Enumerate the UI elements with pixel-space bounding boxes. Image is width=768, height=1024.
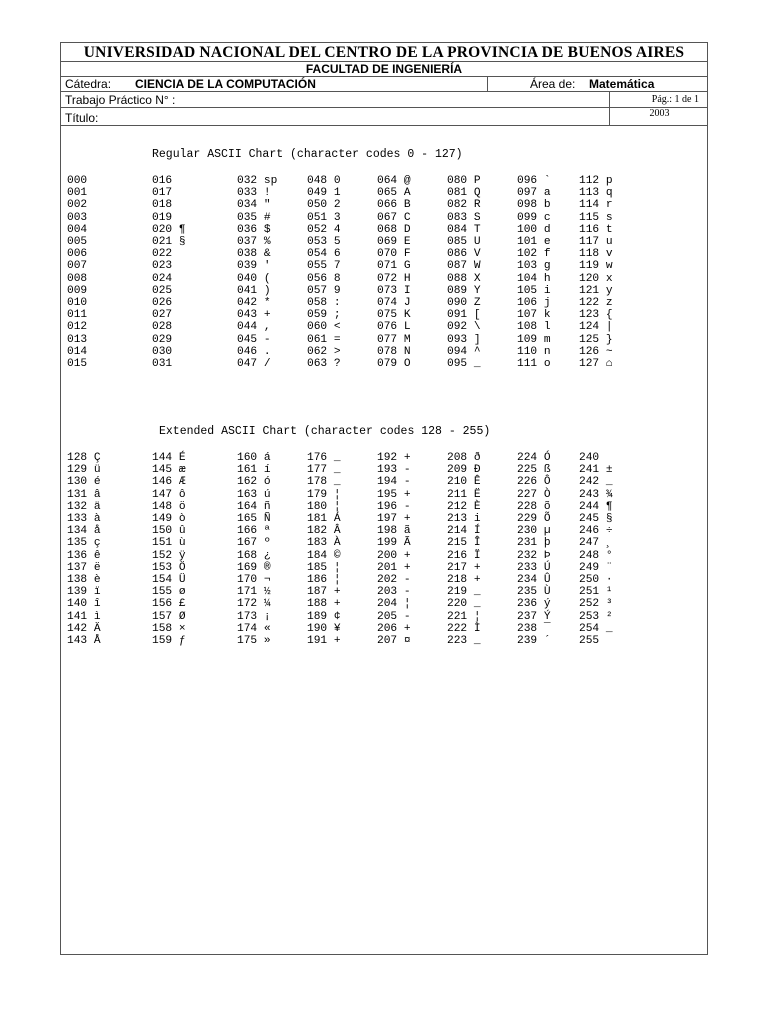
ascii-entry: 183 À	[307, 537, 341, 550]
ascii-entry: 118 v	[579, 248, 613, 261]
ascii-entry: 081 Q	[447, 187, 481, 200]
ascii-entry: 175 »	[237, 635, 271, 647]
ascii-entry: 253 ²	[579, 610, 613, 623]
ascii-entry: 159 ƒ	[152, 635, 186, 647]
ascii-entry: 213 i	[447, 513, 481, 525]
ascii-entry: 177 _	[307, 464, 341, 477]
ascii-entry: 247 ¸	[579, 537, 613, 550]
ascii-entry: 049 1	[307, 187, 341, 200]
ascii-entry: 017	[152, 187, 173, 200]
ascii-entry: 182 Â	[307, 525, 341, 538]
ascii-entry: 088 X	[447, 272, 481, 285]
ascii-entry: 019	[152, 211, 173, 224]
ascii-entry: 184 ©	[307, 549, 341, 562]
ascii-entry: 151 ù	[152, 537, 186, 550]
ascii-entry: 026	[152, 297, 173, 309]
ascii-entry: 111 o	[517, 358, 551, 370]
ascii-entry: 044 ,	[237, 321, 271, 334]
ascii-entry: 140 î	[67, 598, 101, 611]
ascii-entry: 123 {	[579, 309, 613, 322]
catedra-label: Cátedra:	[65, 77, 112, 91]
ascii-entry: 130 é	[67, 476, 101, 489]
ascii-entry: 161 í	[237, 464, 271, 477]
ascii-entry: 223 _	[447, 635, 481, 647]
ascii-entry: 102 f	[517, 248, 551, 261]
ascii-entry: 217 +	[447, 561, 481, 574]
ascii-entry: 131 â	[67, 488, 101, 501]
ascii-entry: 077 M	[377, 333, 411, 346]
ascii-entry: 024	[152, 272, 173, 285]
ascii-entry: 122 z	[579, 297, 613, 309]
ascii-entry: 157 Ø	[152, 610, 186, 623]
ascii-entry: 037 %	[237, 236, 271, 248]
ascii-entry: 249 ¨	[579, 561, 613, 574]
ascii-entry: 211 Ë	[447, 488, 481, 501]
ascii-entry: 169 ®	[237, 561, 271, 574]
ascii-entry: 035 #	[237, 211, 271, 224]
ascii-entry: 192 +	[377, 452, 411, 464]
ascii-entry: 002	[67, 199, 88, 212]
ascii-entry: 155 ø	[152, 586, 186, 599]
ascii-entry: 152 ÿ	[152, 549, 186, 562]
ascii-entry: 039 '	[237, 260, 271, 273]
ascii-entry: 029	[152, 333, 173, 346]
titulo-label: Título:	[65, 111, 99, 125]
ascii-entry: 163 ú	[237, 488, 271, 501]
ascii-entry: 129 ü	[67, 464, 101, 477]
ascii-entry: 025	[152, 284, 173, 297]
ascii-entry: 243 ¾	[579, 488, 613, 501]
ascii-entry: 004	[67, 223, 88, 236]
ascii-entry: 109 m	[517, 333, 551, 346]
ascii-entry: 196 -	[377, 500, 411, 513]
ascii-entry: 248 °	[579, 549, 613, 562]
ascii-entry: 015	[67, 358, 88, 370]
ascii-entry: 215 Î	[447, 537, 481, 550]
ascii-entry: 047 /	[237, 358, 271, 370]
ascii-entry: 204 ¦	[377, 598, 411, 611]
ascii-entry: 225 ß	[517, 464, 551, 477]
ascii-entry: 011	[67, 309, 88, 322]
ascii-entry: 144 É	[152, 452, 186, 464]
ascii-entry: 206 +	[377, 622, 411, 635]
ascii-entry: 141 ì	[67, 610, 101, 623]
ascii-entry: 041 )	[237, 284, 271, 297]
ascii-entry: 053 5	[307, 236, 341, 248]
ascii-entry: 084 T	[447, 223, 481, 236]
ascii-entry: 138 è	[67, 574, 101, 586]
ascii-entry: 236 ý	[517, 598, 551, 611]
ascii-entry: 009	[67, 284, 88, 297]
ascii-entry: 060 <	[307, 321, 341, 334]
ascii-entry: 100 d	[517, 223, 551, 236]
university-name: UNIVERSIDAD NACIONAL DEL CENTRO DE LA PROVINCIA DE BUENOS AIRES	[61, 43, 707, 62]
ascii-entry: 168 ¿	[237, 549, 271, 562]
ascii-entry: 246 ÷	[579, 525, 613, 538]
ascii-entry: 072 H	[377, 272, 411, 285]
area-value: Matemática	[589, 77, 655, 91]
ascii-entry: 239 ´	[517, 635, 551, 647]
ascii-entry: 230 µ	[517, 525, 551, 538]
ascii-entry: 001	[67, 187, 88, 200]
ascii-entry: 038 &	[237, 248, 271, 261]
ascii-entry: 119 w	[579, 260, 613, 273]
ascii-entry: 013	[67, 333, 88, 346]
ascii-entry: 045 -	[237, 333, 271, 346]
ascii-entry: 222 Ì	[447, 622, 481, 635]
ascii-entry: 020 ¶	[152, 223, 186, 236]
ascii-entry: 078 N	[377, 345, 411, 358]
ascii-entry: 227 Ò	[517, 488, 551, 501]
ascii-entry: 106 j	[517, 297, 551, 309]
ascii-entry: 075 K	[377, 309, 411, 322]
ascii-entry: 143 Å	[67, 635, 101, 647]
ascii-entry: 124 |	[579, 321, 613, 334]
ascii-entry: 226 Ô	[517, 476, 551, 489]
ascii-entry: 116 t	[579, 223, 613, 236]
ascii-entry: 208 ð	[447, 452, 481, 464]
ascii-entry: 199 Ã	[377, 537, 411, 550]
ascii-entry: 063 ?	[307, 358, 341, 370]
ascii-entry: 198 ã	[377, 525, 411, 538]
ascii-entry: 040 (	[237, 272, 271, 285]
ascii-entry: 172 ¼	[237, 598, 271, 611]
ascii-entry: 028	[152, 321, 173, 334]
ascii-entry: 185 ¦	[307, 561, 341, 574]
ascii-entry: 103 g	[517, 260, 551, 273]
ascii-entry: 016	[152, 175, 173, 187]
ascii-entry: 054 6	[307, 248, 341, 261]
ascii-entry: 224 Ó	[517, 452, 551, 464]
ascii-entry: 158 ×	[152, 622, 186, 635]
ascii-entry: 033 !	[237, 187, 271, 200]
ascii-entry: 007	[67, 260, 88, 273]
ascii-entry: 095 _	[447, 358, 481, 370]
ascii-entry: 231 þ	[517, 537, 551, 550]
ascii-entry: 010	[67, 297, 88, 309]
ascii-entry: 104 h	[517, 272, 551, 285]
ascii-entry: 154 Ü	[152, 574, 186, 586]
ascii-entry: 093 ]	[447, 333, 481, 346]
ascii-entry: 089 Y	[447, 284, 481, 297]
ascii-entry: 115 s	[579, 211, 613, 224]
ascii-entry: 166 ª	[237, 525, 271, 538]
ascii-entry: 136 ê	[67, 549, 101, 562]
ascii-entry: 105 i	[517, 284, 551, 297]
ascii-entry: 180 ¦	[307, 500, 341, 513]
ascii-entry: 252 ³	[579, 598, 613, 611]
area-label: Área de:	[530, 77, 576, 91]
ascii-entry: 110 n	[517, 345, 551, 358]
ascii-entry: 003	[67, 211, 88, 224]
ascii-entry: 216 Ï	[447, 549, 481, 562]
ascii-entry: 156 £	[152, 598, 186, 611]
ascii-entry: 076 L	[377, 321, 411, 334]
ascii-entry: 087 W	[447, 260, 481, 273]
area-cell	[487, 77, 709, 91]
ascii-entry: 096 `	[517, 175, 551, 187]
trabajo-practico-label: Trabajo Práctico N° :	[65, 93, 176, 107]
ascii-entry: 030	[152, 345, 173, 358]
ascii-entry: 139 ï	[67, 586, 101, 599]
ascii-entry: 079 O	[377, 358, 411, 370]
ascii-entry: 189 ¢	[307, 610, 341, 623]
ascii-entry: 212 È	[447, 500, 481, 513]
ascii-entry: 031	[152, 358, 173, 370]
ascii-entry: 197 +	[377, 513, 411, 525]
ascii-entry: 191 +	[307, 635, 341, 647]
ascii-entry: 117 u	[579, 236, 613, 248]
ascii-entry: 067 C	[377, 211, 411, 224]
ascii-entry: 127 ⌂	[579, 358, 613, 370]
ascii-entry: 133 à	[67, 513, 101, 525]
ascii-entry: 176 _	[307, 452, 341, 464]
ascii-entry: 148 ö	[152, 500, 186, 513]
ascii-entry: 171 ½	[237, 586, 271, 599]
ascii-entry: 229 Õ	[517, 513, 551, 525]
ascii-entry: 220 _	[447, 598, 481, 611]
ascii-entry: 147 ô	[152, 488, 186, 501]
ascii-entry: 085 U	[447, 236, 481, 248]
ascii-entry: 218 +	[447, 574, 481, 586]
ascii-entry: 021 §	[152, 236, 186, 248]
ascii-entry: 205 -	[377, 610, 411, 623]
ascii-entry: 043 +	[237, 309, 271, 322]
ascii-entry: 068 D	[377, 223, 411, 236]
ascii-entry: 255	[579, 635, 600, 647]
ascii-entry: 064 @	[377, 175, 411, 187]
ascii-entry: 032 sp	[237, 175, 278, 187]
ascii-entry: 071 G	[377, 260, 411, 273]
ascii-entry: 083 S	[447, 211, 481, 224]
ascii-entry: 061 =	[307, 333, 341, 346]
ascii-entry: 046 .	[237, 345, 271, 358]
ascii-entry: 055 7	[307, 260, 341, 273]
ascii-entry: 241 ±	[579, 464, 613, 477]
ascii-entry: 174 «	[237, 622, 271, 635]
ascii-entry: 059 ;	[307, 309, 341, 322]
trabajo-practico-row	[61, 92, 707, 108]
ascii-entry: 201 +	[377, 561, 411, 574]
ascii-entry: 027	[152, 309, 173, 322]
ascii-entry: 134 å	[67, 525, 101, 538]
ascii-entry: 202 -	[377, 574, 411, 586]
ascii-entry: 051 3	[307, 211, 341, 224]
ascii-entry: 121 y	[579, 284, 613, 297]
ascii-entry: 165 Ñ	[237, 513, 271, 525]
ascii-entry: 101 e	[517, 236, 551, 248]
ascii-entry: 000	[67, 175, 88, 187]
ascii-entry: 125 }	[579, 333, 613, 346]
ascii-entry: 181 Á	[307, 513, 341, 525]
ascii-entry: 195 +	[377, 488, 411, 501]
ascii-entry: 186 ¦	[307, 574, 341, 586]
extended-chart-title: Extended ASCII Chart (character codes 128 - 255)	[159, 425, 491, 438]
ascii-entry: 187 +	[307, 586, 341, 599]
ascii-entry: 005	[67, 236, 88, 248]
ascii-entry: 092 \	[447, 321, 481, 334]
ascii-entry: 137 ë	[67, 561, 101, 574]
ascii-entry: 244 ¶	[579, 500, 613, 513]
ascii-entry: 057 9	[307, 284, 341, 297]
ascii-entry: 173 ¡	[237, 610, 271, 623]
ascii-entry: 114 r	[579, 199, 613, 212]
ascii-entry: 240	[579, 452, 600, 464]
ascii-entry: 207 ¤	[377, 635, 411, 647]
ascii-entry: 210 Ê	[447, 476, 481, 489]
ascii-entry: 232 Þ	[517, 549, 551, 562]
ascii-entry: 086 V	[447, 248, 481, 261]
ascii-entry: 120 x	[579, 272, 613, 285]
ascii-entry: 194 -	[377, 476, 411, 489]
ascii-entry: 228 õ	[517, 500, 551, 513]
ascii-entry: 178 _	[307, 476, 341, 489]
ascii-entry: 238 ¯	[517, 622, 551, 635]
regular-chart-title: Regular ASCII Chart (character codes 0 - 127)	[152, 148, 463, 161]
ascii-entry: 018	[152, 199, 173, 212]
ascii-entry: 146 Æ	[152, 476, 186, 489]
ascii-entry: 234 Û	[517, 574, 551, 586]
ascii-entry: 066 B	[377, 199, 411, 212]
ascii-entry: 062 >	[307, 345, 341, 358]
ascii-entry: 070 F	[377, 248, 411, 261]
ascii-entry: 254 _	[579, 622, 613, 635]
ascii-entry: 042 *	[237, 297, 271, 309]
ascii-entry: 142 Ä	[67, 622, 101, 635]
catedra-value: CIENCIA DE LA COMPUTACIÓN	[135, 77, 316, 91]
ascii-entry: 190 ¥	[307, 622, 341, 635]
ascii-entry: 209 Ð	[447, 464, 481, 477]
ascii-entry: 069 E	[377, 236, 411, 248]
ascii-entry: 014	[67, 345, 88, 358]
ascii-entry: 098 b	[517, 199, 551, 212]
year: 2003	[609, 108, 709, 125]
ascii-entry: 250 ·	[579, 574, 613, 586]
ascii-entry: 091 [	[447, 309, 481, 322]
ascii-entry: 179 ¦	[307, 488, 341, 501]
ascii-entry: 073 I	[377, 284, 411, 297]
ascii-entry: 145 æ	[152, 464, 186, 477]
ascii-entry: 058 :	[307, 297, 341, 309]
ascii-entry: 050 2	[307, 199, 341, 212]
ascii-entry: 090 Z	[447, 297, 481, 309]
ascii-entry: 065 A	[377, 187, 411, 200]
document-page	[60, 42, 708, 955]
ascii-entry: 193 -	[377, 464, 411, 477]
ascii-entry: 113 q	[579, 187, 613, 200]
ascii-entry: 099 c	[517, 211, 551, 224]
ascii-entry: 107 k	[517, 309, 551, 322]
ascii-entry: 162 ó	[237, 476, 271, 489]
ascii-entry: 074 J	[377, 297, 411, 309]
ascii-entry: 022	[152, 248, 173, 261]
ascii-entry: 006	[67, 248, 88, 261]
ascii-entry: 034 "	[237, 199, 271, 212]
ascii-entry: 052 4	[307, 223, 341, 236]
ascii-entry: 056 8	[307, 272, 341, 285]
titulo-row	[61, 108, 707, 126]
ascii-entry: 233 Ú	[517, 561, 551, 574]
ascii-entry: 219 _	[447, 586, 481, 599]
ascii-entry: 188 +	[307, 598, 341, 611]
ascii-entry: 164 ñ	[237, 500, 271, 513]
ascii-entry: 200 +	[377, 549, 411, 562]
ascii-entry: 203 -	[377, 586, 411, 599]
page-info: Pág.: 1 de 1	[609, 92, 709, 107]
ascii-entry: 251 ¹	[579, 586, 613, 599]
ascii-entry: 221 ¦	[447, 610, 481, 623]
ascii-entry: 153 Ö	[152, 561, 186, 574]
ascii-entry: 160 á	[237, 452, 271, 464]
ascii-entry: 108 l	[517, 321, 551, 334]
ascii-entry: 048 0	[307, 175, 341, 187]
ascii-entry: 132 ä	[67, 500, 101, 513]
ascii-entry: 097 a	[517, 187, 551, 200]
ascii-entry: 023	[152, 260, 173, 273]
ascii-entry: 149 ò	[152, 513, 186, 525]
ascii-entry: 237 Ý	[517, 610, 551, 623]
ascii-entry: 082 R	[447, 199, 481, 212]
ascii-entry: 167 º	[237, 537, 271, 550]
ascii-entry: 245 §	[579, 513, 613, 525]
ascii-entry: 080 P	[447, 175, 481, 187]
ascii-entry: 128 Ç	[67, 452, 101, 464]
faculty-name: FACULTAD DE INGENIERÍA	[61, 62, 707, 77]
ascii-entry: 242 _	[579, 476, 613, 489]
ascii-entry: 094 ^	[447, 345, 481, 358]
ascii-entry: 135 ç	[67, 537, 101, 550]
ascii-entry: 126 ~	[579, 345, 613, 358]
ascii-entry: 112 p	[579, 175, 613, 187]
ascii-entry: 036 $	[237, 223, 271, 236]
ascii-entry: 150 û	[152, 525, 186, 538]
ascii-entry: 012	[67, 321, 88, 334]
ascii-entry: 214 Í	[447, 525, 481, 538]
ascii-entry: 170 ¬	[237, 574, 271, 586]
ascii-entry: 008	[67, 272, 88, 285]
catedra-row	[61, 77, 707, 92]
ascii-entry: 235 Ù	[517, 586, 551, 599]
